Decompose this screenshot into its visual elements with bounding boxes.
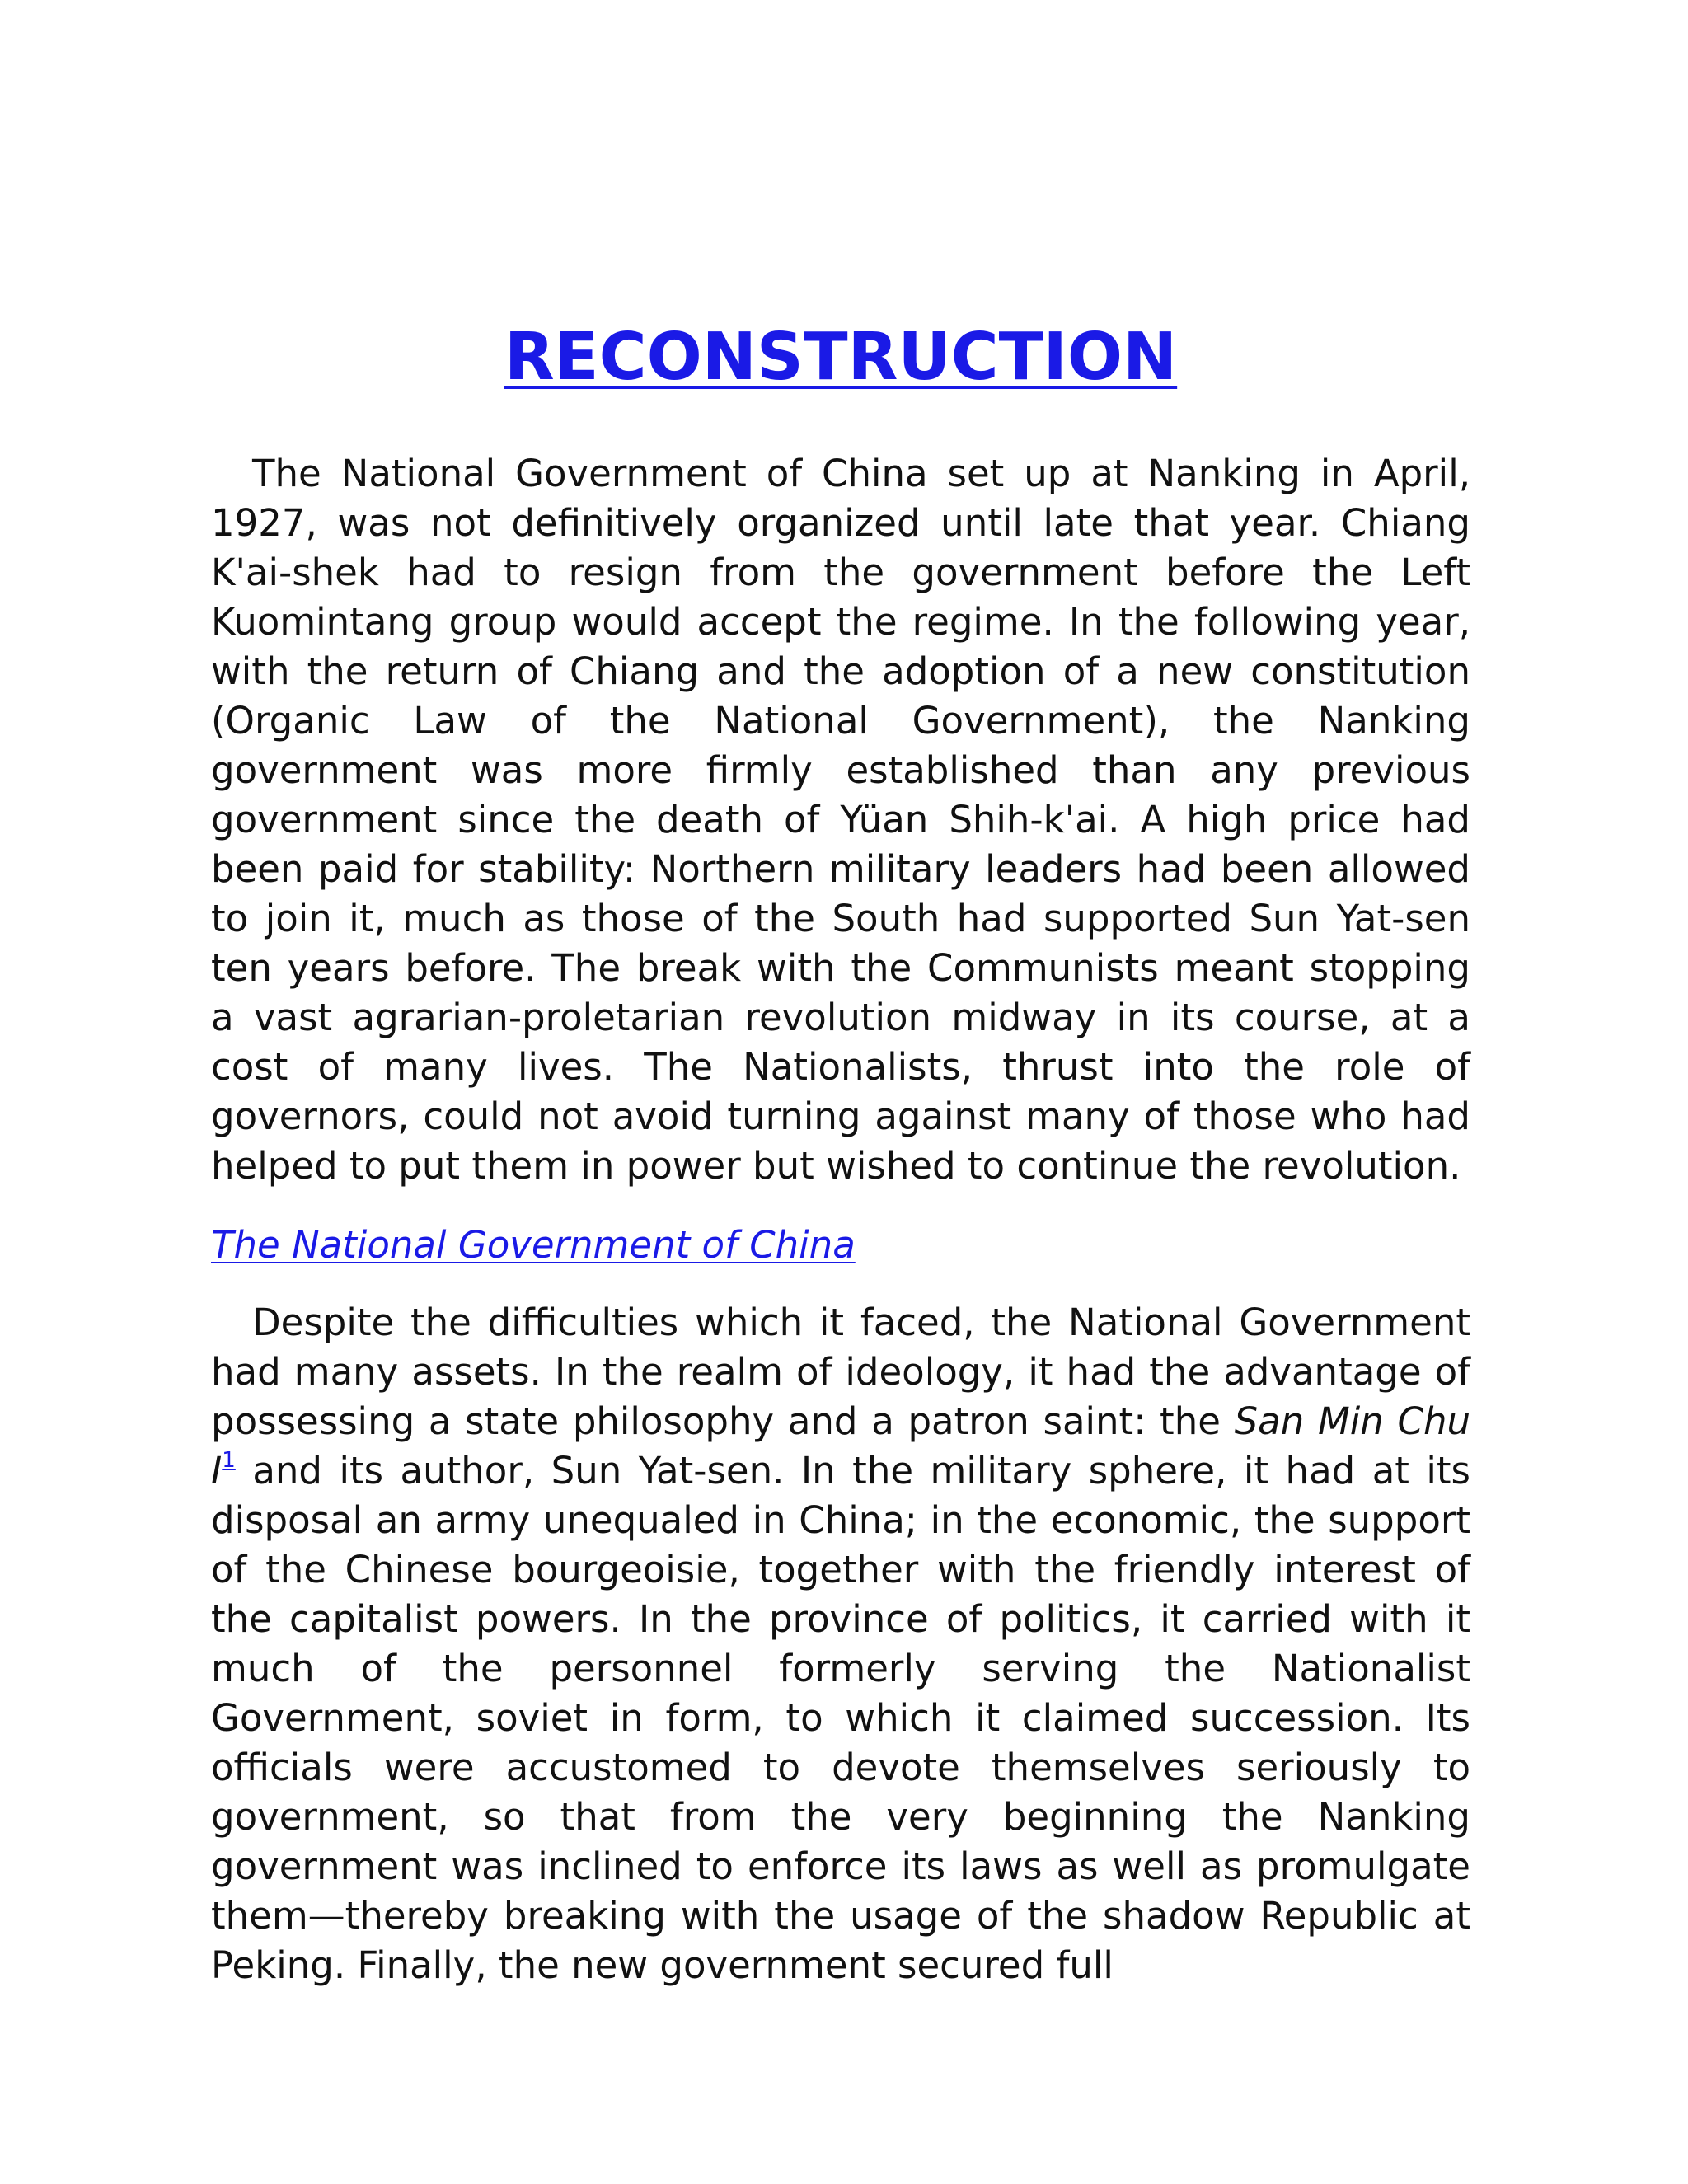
san-min-chu-i-term: San Min Chu I: [211, 1399, 1470, 1493]
footnote-link-1[interactable]: 1: [222, 1447, 236, 1473]
document-body: [211, 321, 1470, 1990]
section-paragraph-text-start: Despite the difficulties which it faced, the National Government had many assets. In the realm of ideology, it had the advantage of possessing a state philosophy and a patron saint: the: [211, 1300, 1470, 1443]
section-heading-link[interactable]: The National Government of China: [211, 1222, 856, 1267]
section-paragraph-text-end: and its author, Sun Yat-sen. In the military sphere, it had at its disposal an army unequaled in China; in the economic, the support of the Chinese bourgeoisie, together with the friendly interest of the capitalist powers. In the province of politics, it carried with it much of the personnel formerly serving the Nationalist Government, soviet in form, to which it claimed succession. Its officials were accustomed to devote themselves seriously to government, so that from the very beginning the Nanking government was inclined to enforce its laws as well as promulgate them—thereby breaking with the usage of the shadow Republic at Peking. Finally, the new government secured full: [211, 1448, 1470, 1987]
chapter-title-link[interactable]: RECONSTRUCTION: [504, 319, 1178, 395]
section-paragraph: [211, 1298, 1470, 1990]
section-heading: [211, 1221, 1470, 1270]
chapter-title: [211, 321, 1470, 393]
intro-paragraph: The National Government of China set up at Nanking in April, 1927, was not definitively organized until late that year. Chiang K'ai-shek had to resign from the government before the Left Kuomintang group would accept the regime. In the following year, with the return of Chiang and the adoption of a new constitution (Organic Law of the National Government), the Nanking government was more firmly established than any previous government since the death of Yüan Shih-k'ai. A high price had been paid for stability: Northern military leaders had been allowed to join it, much as those of the South had supported Sun Yat-sen ten years before. The break with the Communists meant stopping a vast agrarian-proletarian revolution midway in its course, at a cost of many lives. The Nationalists, thrust into the role of governors, could not avoid turning against many of those who had helped to put them in power but wished to continue the revolution.: [211, 451, 1470, 1188]
